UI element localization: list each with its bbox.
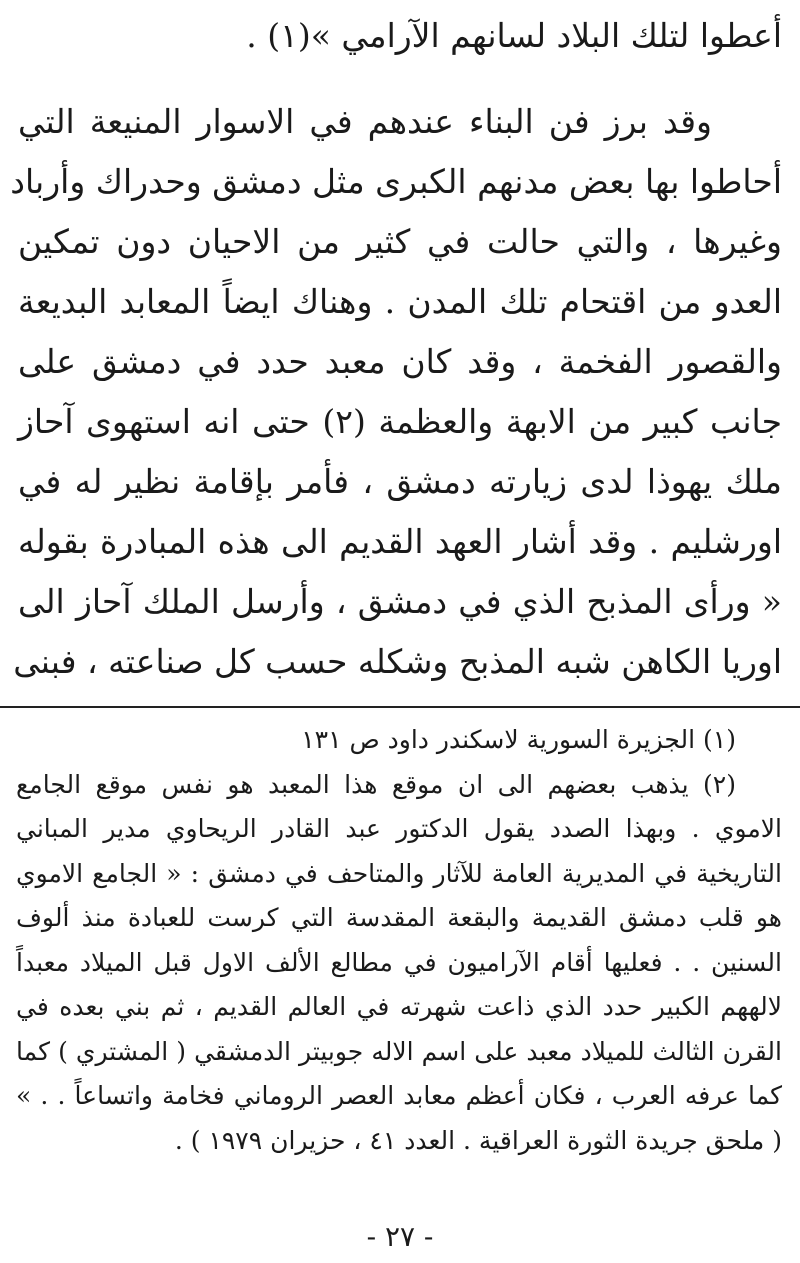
text-line: وغيرها ، والتي حالت في كثير من الاحيان دون تمكين <box>18 222 782 261</box>
main-text <box>10 6 782 692</box>
text-line: جانب كبير من الابهة والعظمة (٢) حتى انه استهوى آحاز <box>18 402 782 441</box>
text-line: ملك يهوذا لدى زيارته دمشق ، فأمر بإقامة نظير له في <box>18 462 782 501</box>
footnote-line: الاموي . وبهذا الصدد يقول الدكتور عبد القادر الريحاوي مدير المباني <box>16 814 782 843</box>
page-number: - ٢٧ - <box>366 1220 434 1253</box>
text-line: أعطوا لتلك البلاد لسانهم الآرامي »(١) . <box>246 16 782 55</box>
footnote-line: التاريخية في المديرية العامة للآثار والمتاحف في دمشق : « الجامع الاموي <box>16 858 782 888</box>
text-line: « ورأى المذبح الذي في دمشق ، وأرسل الملك آحاز الى <box>18 582 782 621</box>
text-line: وقد برز فن البناء عندهم في الاسوار المنيعة التي <box>18 102 712 141</box>
footnote-line: هو قلب دمشق القديمة والبقعة المقدسة التي كرست للعبادة منذ ألوف <box>16 903 782 932</box>
footnote-line: (٢) يذهب بعضهم الى ان موقع هذا المعبد هو نفس موقع الجامع <box>16 769 736 799</box>
footnote-line: ( ملحق جريدة الثورة العراقية . العدد ٤١ ، حزيران ١٩٧٩ ) . <box>174 1125 782 1155</box>
text-line: والقصور الفخمة ، وقد كان معبد حدد في دمشق على <box>18 342 782 381</box>
text-line: اورشليم . وقد أشار العهد القديم الى هذه المبادرة بقوله <box>18 522 782 561</box>
footnotes <box>16 718 782 1163</box>
footnote-line: السنين . . فعليها أقام الآراميون في مطالع الألف الاول قبل الميلاد معبداً <box>16 947 782 977</box>
text-line: أحاطوا بها بعض مدنهم الكبرى مثل دمشق وحدراك وأرباد <box>10 162 782 201</box>
footnote-line: لالههم الكبير حدد الذي ذاعت شهرته في العالم القديم ، ثم بني بعده في <box>16 992 782 1021</box>
footnote-line: (١) الجزيرة السورية لاسكندر داود ص ١٣١ <box>301 725 736 754</box>
footnote-line: القرن الثالث للميلاد معبد على اسم الاله جوبيتر الدمشقي ( المشتري ) كما <box>16 1036 782 1066</box>
text-line: اوريا الكاهن شبه المذبح وشكله حسب كل صناعته ، فبنى <box>13 642 782 681</box>
footnote-divider <box>0 706 800 708</box>
footnote-line: كما عرفه العرب ، فكان أعظم معابد العصر الروماني فخامة واتساعاً . . » <box>16 1081 782 1110</box>
text-line: العدو من اقتحام تلك المدن . وهناك ايضاً المعابد البديعة <box>18 282 782 321</box>
